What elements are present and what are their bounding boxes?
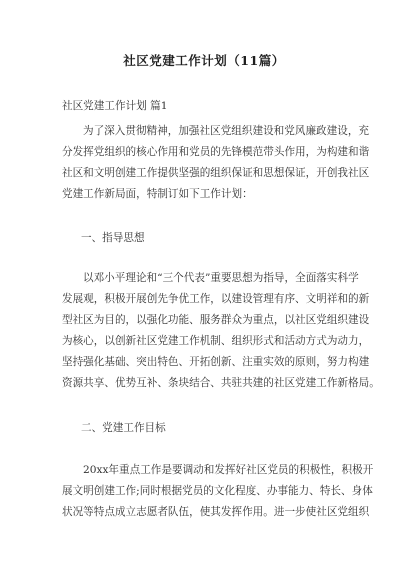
paragraph-line: 展文明创建工作;同时根据党员的文化程度、办事能力、特长、身体 (62, 485, 373, 497)
heading-guiding-ideology: 一、指导思想 (81, 232, 145, 244)
paragraph-intro (62, 121, 370, 205)
paragraph-line: 发展观，积极开展创先争优工作，以建设管理有序、文明祥和的新 (62, 293, 370, 305)
paragraph-line: 型社区为目的，以强化功能、服务群众为重点，以社区党组织建设 (62, 314, 370, 326)
paragraph-line: 社区和文明创建工作提供坚强的组织保证和思想保证，开创我社区 (62, 167, 370, 179)
paragraph-line: 资源共享、优势互补、条块结合、共驻共建的社区党建工作新格局。 (62, 377, 380, 389)
paragraph-line: 党建工作新局面，特制订如下工作计划： (62, 188, 253, 200)
paragraph-work-goals (62, 460, 374, 523)
paragraph-line: 状况等特点成立志愿者队伍，使其发挥作用。进一步使社区党组织 (62, 506, 370, 518)
paragraph-line: 20xx年重点工作是要调动和发挥好社区党员的积极性，积极开 (83, 464, 374, 476)
paragraph-line: 坚持强化基础、突出特色、开拓创新、注重实效的原则，努力构建 (62, 356, 370, 368)
section-subtitle: 社区党建工作计划 篇1 (62, 100, 168, 112)
paragraph-line: 以邓小平理论和“三个代表”重要思想为指导，全面落实科学 (83, 272, 359, 284)
paragraph-line: 分发挥党组织的核心作用和党员的先锋模范带头作用，为构建和谐 (62, 146, 370, 158)
heading-work-goals: 二、党建工作目标 (81, 422, 166, 434)
paragraph-guiding-ideology (62, 268, 380, 394)
paragraph-line: 为了深入贯彻精神，加强社区党组织建设和党风廉政建设，充 (83, 125, 370, 137)
document-title: 社区党建工作计划（11篇） (123, 53, 285, 68)
paragraph-line: 为核心，以创新社区党建工作机制、组织形式和活动方式为动力， (62, 335, 370, 347)
